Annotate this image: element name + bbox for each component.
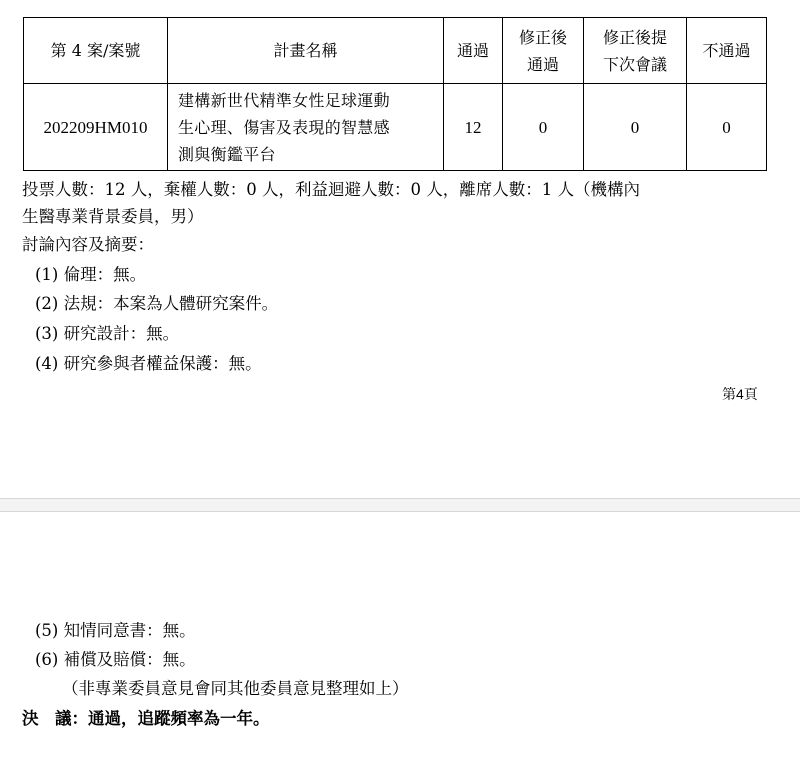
discussion-item-4: (4) 研究參與者權益保護：無。: [35, 354, 262, 373]
plan-name-line2: 生心理、傷害及表現的智慧感: [178, 117, 390, 137]
page-number: 第4頁: [722, 386, 758, 402]
header-fail: 不通過: [687, 18, 767, 84]
header-pass: 通過: [444, 18, 503, 84]
header-revise-next-line2: 下次會議: [602, 54, 667, 74]
table-header-row: [24, 18, 767, 84]
document-page-lower: [0, 512, 800, 759]
table-row: [24, 84, 767, 171]
discussion-item-1: (1) 倫理：無。: [35, 265, 147, 284]
discussion-item-5: (5) 知情同意書：無。: [35, 621, 196, 640]
discussion-item-3: (3) 研究設計：無。: [35, 324, 180, 343]
discussion-item-6: (6) 補償及賠償：無。: [35, 650, 196, 669]
header-revise-next: [584, 18, 687, 84]
header-case-no: 第 4 案/案號: [24, 18, 168, 84]
cell-plan-name: [168, 84, 444, 171]
header-revise-pass: [503, 18, 584, 84]
cell-pass: 12: [444, 84, 503, 171]
plan-name-line3: 測與衡鑑平台: [178, 144, 276, 164]
header-revise-next-line1: 修正後提: [602, 27, 667, 47]
page-separator: [0, 498, 800, 512]
header-revise-pass-line2: 通過: [526, 54, 559, 74]
case-table: [23, 17, 767, 171]
vote-summary-line1: 投票人數：12 人，棄權人數：0 人，利益迴避人數：0 人，離席人數：1 人（機構內: [22, 180, 640, 199]
header-plan-name: 計畫名稱: [168, 18, 444, 84]
header-revise-pass-line1: 修正後: [518, 27, 567, 47]
cell-fail: 0: [687, 84, 767, 171]
cell-revise-next: 0: [584, 84, 687, 171]
non-expert-note: （非專業委員意見會同其他委員意見整理如上）: [62, 679, 409, 698]
decision-line: 決 議：通過，追蹤頻率為一年。: [22, 709, 270, 728]
cell-revise-pass: 0: [503, 84, 584, 171]
vote-summary-line2: 生醫專業背景委員，男）: [22, 207, 204, 226]
discussion-item-2: (2) 法規：本案為人體研究案件。: [35, 294, 279, 313]
cell-case-no: 202209HM010: [24, 84, 168, 171]
discussion-heading: 討論內容及摘要：: [22, 235, 154, 254]
plan-name-line1: 建構新世代精準女性足球運動: [178, 90, 390, 110]
